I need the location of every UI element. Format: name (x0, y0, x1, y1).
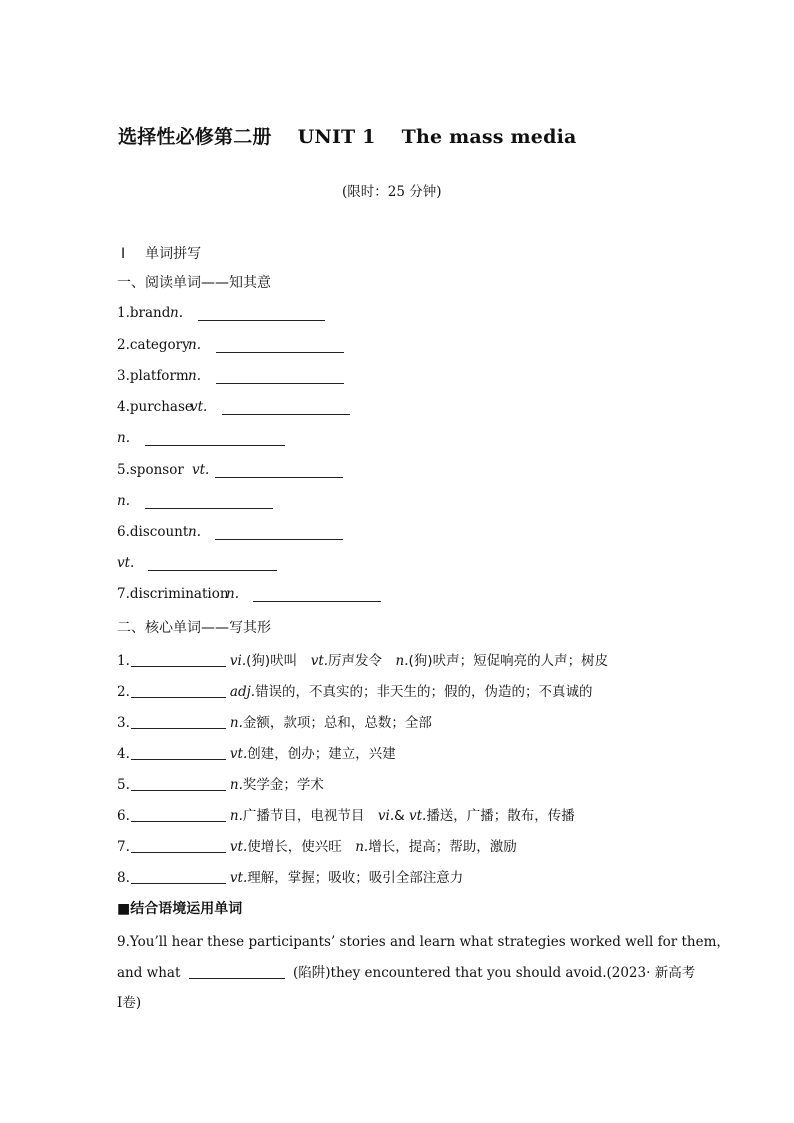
part2-item (117, 866, 463, 886)
part1-pos: n. (226, 586, 239, 602)
part1-pos: n. (188, 368, 201, 384)
part1-answer-blank[interactable] (222, 414, 350, 415)
part2-item (117, 649, 608, 669)
part-of-speech: vt. (229, 870, 248, 886)
part-of-speech: vi. (229, 653, 247, 669)
part1-answer-blank[interactable] (148, 570, 277, 571)
part-of-speech: n. (229, 808, 243, 824)
part2-answer-blank[interactable] (131, 683, 226, 698)
part-of-speech: adj. (229, 684, 256, 700)
part2-item (117, 711, 432, 731)
part1-word: 6.discount (117, 524, 189, 540)
part2-item (117, 804, 575, 824)
definition-text: (狗)吠声；短促响亮的人声；树皮 (408, 653, 609, 669)
part2-item (117, 680, 593, 700)
part1-pos: n. (117, 430, 130, 446)
part2-answer-blank[interactable] (131, 869, 226, 884)
part-of-speech: vt. (310, 653, 329, 669)
definition-text: 理解，掌握；吸收；吸引全部注意力 (247, 870, 464, 886)
part2-item-number: 7. (117, 839, 130, 855)
part1-answer-blank[interactable] (215, 477, 343, 478)
part2-item-number: 4. (117, 746, 130, 762)
title-unit: UNIT 1 (297, 126, 376, 148)
part1-answer-blank[interactable] (216, 352, 344, 353)
definition-text: 错误的，不真实的；非天生的；假的，伪造的；不真诚的 (255, 684, 593, 700)
part1-answer-blank[interactable] (198, 320, 325, 321)
part-of-speech: vi. (377, 808, 395, 824)
part1-pos: n. (117, 493, 130, 509)
definition-text: 增长，提高；帮助，激励 (368, 839, 517, 855)
part2-item (117, 835, 517, 855)
part-of-speech: vt. (408, 808, 427, 824)
part-of-speech: n. (229, 777, 243, 793)
part1-word: 3.platform (117, 368, 189, 384)
part2-answer-blank[interactable] (131, 776, 226, 791)
part2-item-number: 6. (117, 808, 130, 824)
q9-line3: Ⅰ卷) (117, 995, 142, 1011)
time-limit: (限时：25 分钟) (342, 184, 442, 200)
part2-item-number: 5. (117, 777, 130, 793)
q9-hint: (陷阱)they encountered that you should avoid.(2023· 新高考 (293, 965, 696, 981)
part1-answer-blank[interactable] (215, 539, 343, 540)
part1-answer-blank[interactable] (145, 508, 273, 509)
part1-heading: 一、阅读单词——知其意 (117, 275, 271, 291)
part1-pos: vt. (117, 555, 135, 571)
section-label: 单词拼写 (145, 246, 202, 262)
q9-answer-blank[interactable] (189, 964, 285, 979)
part1-word: 7.discrimination (117, 586, 229, 602)
section-heading (121, 243, 201, 263)
q9-prefix: and what (117, 965, 181, 981)
part2-item-number: 1. (117, 653, 130, 669)
part-of-speech: n. (395, 653, 409, 669)
part2-answer-blank[interactable] (131, 838, 226, 853)
definition-text: & (394, 808, 409, 824)
definition-text: 金额，款项；总和，总数；全部 (242, 715, 432, 731)
part2-item-number: 2. (117, 684, 130, 700)
part1-word: 4.purchase (117, 399, 193, 415)
part2-answer-blank[interactable] (131, 652, 226, 667)
part2-answer-blank[interactable] (131, 807, 226, 822)
definition-text: 播送，广播；散布，传播 (426, 808, 575, 824)
page-title (118, 122, 577, 149)
part1-word: 5.sponsor (117, 462, 184, 478)
part1-pos: n. (188, 337, 201, 353)
part-of-speech: n. (229, 715, 243, 731)
definition-text: 广播节目，电视节目 (242, 808, 378, 824)
definition-text: 使增长，使兴旺 (247, 839, 356, 855)
part1-answer-blank[interactable] (145, 445, 285, 446)
title-topic: The mass media (401, 126, 577, 148)
definition-text: (狗)吠叫 (246, 653, 311, 669)
part-of-speech: vt. (229, 746, 248, 762)
part2-item-number: 8. (117, 870, 130, 886)
part1-pos: vt. (190, 399, 208, 415)
q9-line2 (117, 961, 695, 981)
part1-answer-blank[interactable] (216, 383, 344, 384)
definition-text: 创建，创办；建立，兴建 (247, 746, 396, 762)
part3-heading: ■结合语境运用单词 (117, 901, 243, 917)
part-of-speech: vt. (229, 839, 248, 855)
part2-heading: 二、核心单词——写其形 (117, 620, 271, 636)
part2-item (117, 742, 396, 762)
part1-pos: n. (170, 305, 183, 321)
q9-line1: 9.You’ll hear these participants’ stories and learn what strategies worked well for them， (117, 934, 730, 950)
part1-answer-blank[interactable] (253, 601, 381, 602)
definition-text: 奖学金；学术 (242, 777, 324, 793)
definition-text: 厉声发令 (328, 653, 396, 669)
part2-answer-blank[interactable] (131, 714, 226, 729)
part2-answer-blank[interactable] (131, 745, 226, 760)
part1-pos: vt. (192, 462, 210, 478)
part1-word: 1.brand (117, 305, 171, 321)
part2-item (117, 773, 324, 793)
section-numeral: Ⅰ (121, 246, 126, 262)
part-of-speech: n. (355, 839, 369, 855)
part2-item-number: 3. (117, 715, 130, 731)
part1-word: 2.category (117, 337, 190, 353)
part1-pos: n. (188, 524, 201, 540)
title-book: 选择性必修第二册 (118, 126, 272, 148)
